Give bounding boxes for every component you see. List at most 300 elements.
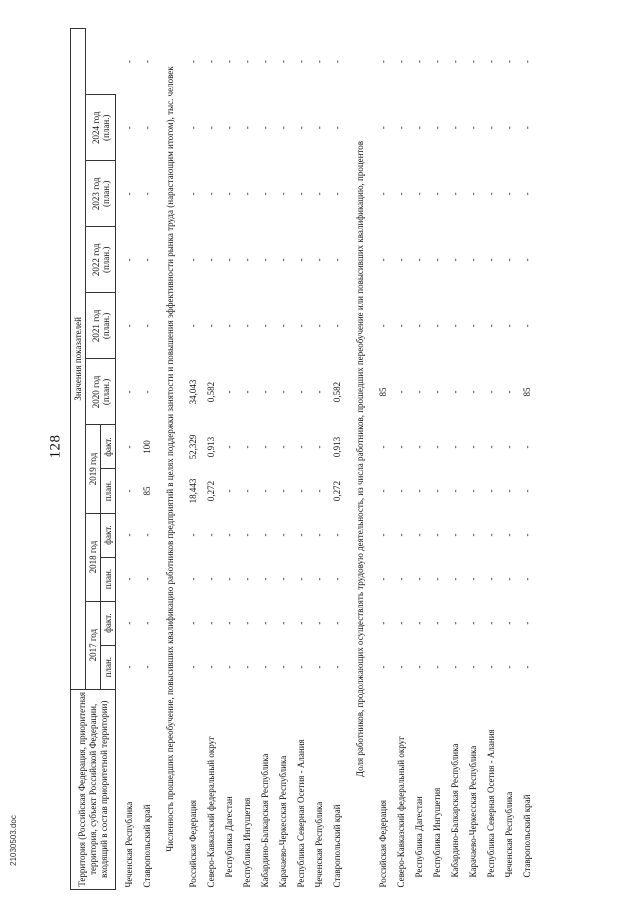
value-cell: -: [522, 577, 532, 581]
territory-column-header: Территория (Российская Федерация, приоритетная территория, субъект Российской Федерации, входящий в состав приоритетной территории): [71, 689, 116, 889]
value-cell: -: [378, 258, 388, 262]
value-cell: -: [450, 192, 460, 196]
year-header: 2018 год: [86, 513, 101, 601]
table-row: [120, 29, 138, 890]
value-cell: 0,913: [206, 436, 216, 458]
value-cell: -: [224, 533, 234, 537]
value-cell: -: [224, 665, 234, 669]
value-cell: -: [378, 489, 388, 493]
value-cell: -: [468, 390, 478, 394]
value-cell: -: [224, 258, 234, 262]
value-cell: 85: [378, 387, 388, 397]
value-cell: -: [378, 324, 388, 328]
value-cell: -: [486, 324, 496, 328]
value-cell: -: [522, 533, 532, 537]
value-cell: -: [142, 258, 152, 262]
value-cell: -: [188, 621, 198, 625]
table-row: [428, 29, 446, 890]
value-cell: -: [224, 489, 234, 493]
territory-name: Кабардино-Балкарская Республика: [260, 753, 270, 888]
value-cell: -: [224, 390, 234, 394]
value-cell: -: [332, 621, 342, 625]
value-cell: -: [260, 258, 270, 262]
table-header: [71, 29, 116, 890]
value-cell: -: [432, 577, 442, 581]
table-row: [256, 29, 274, 890]
section-title: Доля работников, продолжающих осуществлять трудовую деятельность, из числа работников, прошедших переобучение или повысивших квалификацию, процентов: [355, 140, 365, 778]
value-cell: -: [504, 533, 514, 537]
value-cell: -: [378, 126, 388, 130]
value-cell: -: [314, 665, 324, 669]
value-cell: -: [206, 621, 216, 625]
value-cell: -: [332, 192, 342, 196]
table-row: [374, 29, 392, 890]
value-cell: -: [450, 533, 460, 537]
value-cell: -: [296, 577, 306, 581]
value-cell: -: [504, 390, 514, 394]
value-cell: -: [378, 665, 388, 669]
territory-name: Ставропольский край: [142, 804, 152, 888]
value-cell: -: [522, 445, 532, 449]
value-cell: -: [296, 258, 306, 262]
footer-file-name: 21030503.doc: [8, 815, 18, 866]
value-cell: -: [396, 126, 406, 130]
value-cell: -: [124, 126, 134, 130]
table-row: [446, 29, 464, 890]
value-cell: -: [468, 533, 478, 537]
value-cell: -: [504, 324, 514, 328]
value-cell: -: [504, 126, 514, 130]
value-cell: -: [124, 60, 134, 64]
value-cell: -: [378, 60, 388, 64]
value-cell: -: [504, 665, 514, 669]
value-cell: -: [396, 489, 406, 493]
value-cell: -: [260, 60, 270, 64]
value-cell: -: [142, 192, 152, 196]
value-cell: -: [414, 324, 424, 328]
value-cell: -: [486, 390, 496, 394]
value-cell: -: [450, 324, 460, 328]
value-cell: -: [242, 489, 252, 493]
value-cell: -: [242, 126, 252, 130]
value-cell: -: [142, 390, 152, 394]
value-cell: -: [486, 621, 496, 625]
value-cell: -: [378, 577, 388, 581]
value-cell: -: [314, 577, 324, 581]
value-cell: -: [332, 577, 342, 581]
territory-name: Республика Северная Осетия - Алания: [296, 739, 306, 888]
year-header: 2024 год (план.): [86, 95, 116, 161]
value-cell: -: [332, 258, 342, 262]
fact-subheader: факт.: [101, 425, 116, 469]
rotated-table-container: [70, 28, 580, 890]
value-cell: -: [396, 533, 406, 537]
plan-subheader: план.: [101, 557, 116, 601]
value-cell: -: [278, 390, 288, 394]
plan-subheader: план.: [101, 645, 116, 689]
value-cell: -: [260, 621, 270, 625]
value-cell: -: [142, 665, 152, 669]
value-cell: -: [260, 126, 270, 130]
territory-name: Северо-Кавказский федеральный округ: [206, 736, 216, 888]
value-cell: -: [242, 621, 252, 625]
value-cell: -: [468, 489, 478, 493]
value-cell: -: [504, 60, 514, 64]
value-cell: -: [522, 324, 532, 328]
value-cell: -: [224, 60, 234, 64]
value-cell: -: [278, 445, 288, 449]
value-cell: -: [414, 126, 424, 130]
table-row: [310, 29, 328, 890]
value-cell: -: [260, 390, 270, 394]
value-cell: -: [224, 445, 234, 449]
value-cell: -: [432, 445, 442, 449]
value-cell: -: [124, 445, 134, 449]
value-cell: -: [414, 577, 424, 581]
value-cell: -: [314, 324, 324, 328]
value-cell: -: [486, 445, 496, 449]
value-cell: -: [260, 324, 270, 328]
value-cell: -: [206, 192, 216, 196]
value-cell: -: [522, 621, 532, 625]
territory-name: Чеченская Республика: [314, 801, 324, 888]
value-cell: -: [278, 324, 288, 328]
value-cell: -: [432, 60, 442, 64]
value-cell: -: [296, 621, 306, 625]
table-row: [410, 29, 428, 890]
value-cell: -: [432, 489, 442, 493]
value-cell: -: [468, 192, 478, 196]
value-cell: -: [450, 577, 460, 581]
value-cell: -: [414, 533, 424, 537]
value-cell: -: [224, 126, 234, 130]
value-cell: -: [242, 577, 252, 581]
value-cell: -: [278, 258, 288, 262]
value-cell: -: [224, 577, 234, 581]
value-cell: -: [188, 665, 198, 669]
indicators-table: [70, 28, 536, 890]
value-cell: -: [124, 390, 134, 394]
territory-name: Российская Федерация: [378, 799, 388, 888]
value-cell: -: [242, 533, 252, 537]
value-cell: -: [142, 60, 152, 64]
value-cell: -: [414, 390, 424, 394]
value-cell: -: [242, 665, 252, 669]
value-cell: -: [378, 533, 388, 537]
value-cell: -: [396, 390, 406, 394]
value-cell: -: [432, 192, 442, 196]
value-cell: -: [450, 258, 460, 262]
value-cell: -: [414, 489, 424, 493]
value-cell: -: [522, 665, 532, 669]
value-cell: -: [260, 577, 270, 581]
territory-name: Республика Дагестан: [224, 796, 234, 878]
value-cell: -: [432, 665, 442, 669]
value-cell: -: [142, 621, 152, 625]
value-cell: -: [468, 324, 478, 328]
value-cell: -: [124, 489, 134, 493]
value-cell: -: [504, 577, 514, 581]
territory-name: Карачаево-Черкесская Республика: [278, 755, 288, 888]
value-cell: -: [486, 533, 496, 537]
value-cell: -: [522, 258, 532, 262]
value-cell: -: [278, 665, 288, 669]
territory-name: Республика Северная Осетия - Алания: [486, 729, 496, 878]
value-cell: -: [188, 577, 198, 581]
value-cell: -: [504, 621, 514, 625]
value-cell: 85: [142, 486, 152, 496]
value-cell: -: [332, 665, 342, 669]
territory-name: Ставропольский край: [332, 804, 342, 888]
territory-name: Кабардино-Балкарская Республика: [450, 743, 460, 878]
year-header: 2023 год (план.): [86, 161, 116, 227]
value-cell: -: [468, 621, 478, 625]
value-cell: -: [224, 324, 234, 328]
value-cell: -: [396, 445, 406, 449]
value-cell: -: [314, 258, 324, 262]
value-cell: -: [332, 324, 342, 328]
table-row: [392, 29, 410, 890]
value-cell: -: [206, 665, 216, 669]
value-cell: 0,913: [332, 436, 342, 458]
value-cell: -: [224, 621, 234, 625]
value-cell: -: [450, 445, 460, 449]
value-cell: -: [260, 665, 270, 669]
value-cell: -: [314, 489, 324, 493]
value-cell: -: [188, 192, 198, 196]
value-cell: -: [450, 126, 460, 130]
value-cell: -: [414, 192, 424, 196]
territory-name: Российская Федерация: [188, 799, 198, 888]
value-cell: 0,272: [332, 480, 342, 502]
value-cell: -: [314, 192, 324, 196]
value-cell: -: [242, 60, 252, 64]
value-cell: -: [396, 324, 406, 328]
value-cell: 85: [522, 387, 532, 397]
value-cell: -: [414, 60, 424, 64]
value-cell: -: [296, 489, 306, 493]
value-cell: -: [414, 258, 424, 262]
table-row: [184, 29, 202, 890]
value-cell: -: [332, 533, 342, 537]
value-cell: -: [260, 533, 270, 537]
value-cell: -: [504, 445, 514, 449]
value-cell: -: [124, 258, 134, 262]
table-row: [292, 29, 310, 890]
value-cell: -: [486, 665, 496, 669]
table-body: [116, 29, 537, 890]
value-cell: -: [414, 445, 424, 449]
value-cell: -: [260, 192, 270, 196]
year-header: 2020 год (план.): [86, 359, 116, 425]
value-cell: -: [432, 324, 442, 328]
value-cell: -: [522, 126, 532, 130]
value-cell: -: [504, 192, 514, 196]
value-cell: -: [396, 192, 406, 196]
value-cell: -: [188, 258, 198, 262]
territory-name: Карачаево-Черкесская Республика: [468, 745, 478, 878]
value-cell: -: [206, 533, 216, 537]
value-cell: -: [450, 665, 460, 669]
value-cell: -: [378, 192, 388, 196]
value-cell: -: [468, 258, 478, 262]
value-cell: 0,582: [206, 381, 216, 403]
value-cell: -: [450, 621, 460, 625]
value-cell: 34,043: [188, 379, 198, 405]
value-cell: -: [188, 126, 198, 130]
value-cell: 52,329: [188, 434, 198, 460]
value-cell: -: [142, 577, 152, 581]
section-title-row: [346, 29, 374, 890]
table-row: [518, 29, 536, 890]
values-header: Значения показателей: [71, 29, 86, 690]
value-cell: -: [468, 577, 478, 581]
value-cell: -: [396, 258, 406, 262]
value-cell: -: [206, 324, 216, 328]
value-cell: -: [396, 621, 406, 625]
value-cell: -: [124, 665, 134, 669]
value-cell: -: [468, 665, 478, 669]
value-cell: -: [486, 126, 496, 130]
value-cell: -: [432, 533, 442, 537]
section-title-row: [156, 29, 184, 890]
year-header: 2017 год: [86, 601, 101, 689]
year-header: 2021 год (план.): [86, 293, 116, 359]
value-cell: 18,443: [188, 478, 198, 504]
value-cell: -: [278, 489, 288, 493]
value-cell: -: [188, 60, 198, 64]
value-cell: -: [296, 324, 306, 328]
value-cell: -: [296, 60, 306, 64]
value-cell: -: [278, 192, 288, 196]
value-cell: -: [486, 258, 496, 262]
value-cell: -: [432, 126, 442, 130]
value-cell: -: [296, 665, 306, 669]
value-cell: -: [414, 665, 424, 669]
value-cell: -: [188, 324, 198, 328]
table-row: [274, 29, 292, 890]
value-cell: -: [486, 489, 496, 493]
territory-name: Республика Ингушетия: [432, 787, 442, 878]
value-cell: -: [504, 489, 514, 493]
value-cell: -: [124, 192, 134, 196]
value-cell: -: [432, 258, 442, 262]
table-row: [202, 29, 220, 890]
value-cell: -: [522, 60, 532, 64]
value-cell: -: [242, 445, 252, 449]
value-cell: -: [450, 390, 460, 394]
table-row: [138, 29, 156, 890]
territory-name: Чеченская Республика: [124, 801, 134, 888]
value-cell: -: [486, 192, 496, 196]
plan-subheader: план.: [101, 469, 116, 513]
value-cell: -: [242, 390, 252, 394]
value-cell: -: [486, 60, 496, 64]
value-cell: -: [242, 258, 252, 262]
table-row: [464, 29, 482, 890]
value-cell: -: [206, 126, 216, 130]
value-cell: -: [278, 60, 288, 64]
value-cell: -: [396, 577, 406, 581]
page-number: 128: [47, 434, 64, 459]
value-cell: -: [396, 60, 406, 64]
value-cell: -: [142, 324, 152, 328]
value-cell: -: [142, 533, 152, 537]
value-cell: -: [468, 445, 478, 449]
value-cell: -: [260, 445, 270, 449]
territory-name: Ставропольский край: [522, 794, 532, 878]
value-cell: -: [124, 324, 134, 328]
value-cell: -: [124, 621, 134, 625]
value-cell: -: [278, 577, 288, 581]
value-cell: -: [522, 192, 532, 196]
value-cell: 100: [142, 440, 152, 454]
value-cell: -: [396, 665, 406, 669]
value-cell: -: [522, 489, 532, 493]
value-cell: -: [332, 126, 342, 130]
fact-subheader: факт.: [101, 513, 116, 557]
territory-name: Республика Ингушетия: [242, 797, 252, 888]
year-header: 2019 год: [86, 425, 101, 513]
value-cell: -: [314, 60, 324, 64]
value-cell: -: [314, 621, 324, 625]
value-cell: -: [468, 60, 478, 64]
value-cell: -: [450, 489, 460, 493]
value-cell: -: [296, 192, 306, 196]
value-cell: -: [206, 577, 216, 581]
value-cell: -: [314, 126, 324, 130]
value-cell: -: [314, 533, 324, 537]
value-cell: -: [278, 126, 288, 130]
value-cell: -: [142, 126, 152, 130]
value-cell: -: [332, 60, 342, 64]
territory-name: Чеченская Республика: [504, 791, 514, 878]
value-cell: -: [242, 192, 252, 196]
value-cell: -: [432, 621, 442, 625]
value-cell: -: [296, 533, 306, 537]
table-row: [328, 29, 346, 890]
value-cell: -: [378, 621, 388, 625]
section-title: Численность прошедших переобучение, повысивших квалификацию работников предприятий в целях поддержки занятости и повышения эффективности рынка труда (нарастающим итогом), тыс. человек: [165, 66, 175, 852]
value-cell: -: [124, 577, 134, 581]
value-cell: -: [504, 258, 514, 262]
table-row: [482, 29, 500, 890]
value-cell: -: [314, 445, 324, 449]
value-cell: -: [432, 390, 442, 394]
territory-name: Северо-Кавказский федеральный округ: [396, 736, 406, 888]
value-cell: -: [296, 390, 306, 394]
value-cell: -: [124, 533, 134, 537]
value-cell: -: [468, 126, 478, 130]
value-cell: -: [486, 577, 496, 581]
value-cell: -: [378, 445, 388, 449]
value-cell: -: [188, 533, 198, 537]
value-cell: -: [278, 533, 288, 537]
value-cell: 0,582: [332, 381, 342, 403]
value-cell: -: [450, 60, 460, 64]
table-row: [220, 29, 238, 890]
value-cell: -: [242, 324, 252, 328]
value-cell: -: [206, 258, 216, 262]
value-cell: -: [278, 621, 288, 625]
value-cell: -: [260, 489, 270, 493]
value-cell: -: [414, 621, 424, 625]
table-row: [238, 29, 256, 890]
table-row: [500, 29, 518, 890]
value-cell: -: [224, 192, 234, 196]
value-cell: -: [206, 60, 216, 64]
value-cell: 0,272: [206, 480, 216, 502]
